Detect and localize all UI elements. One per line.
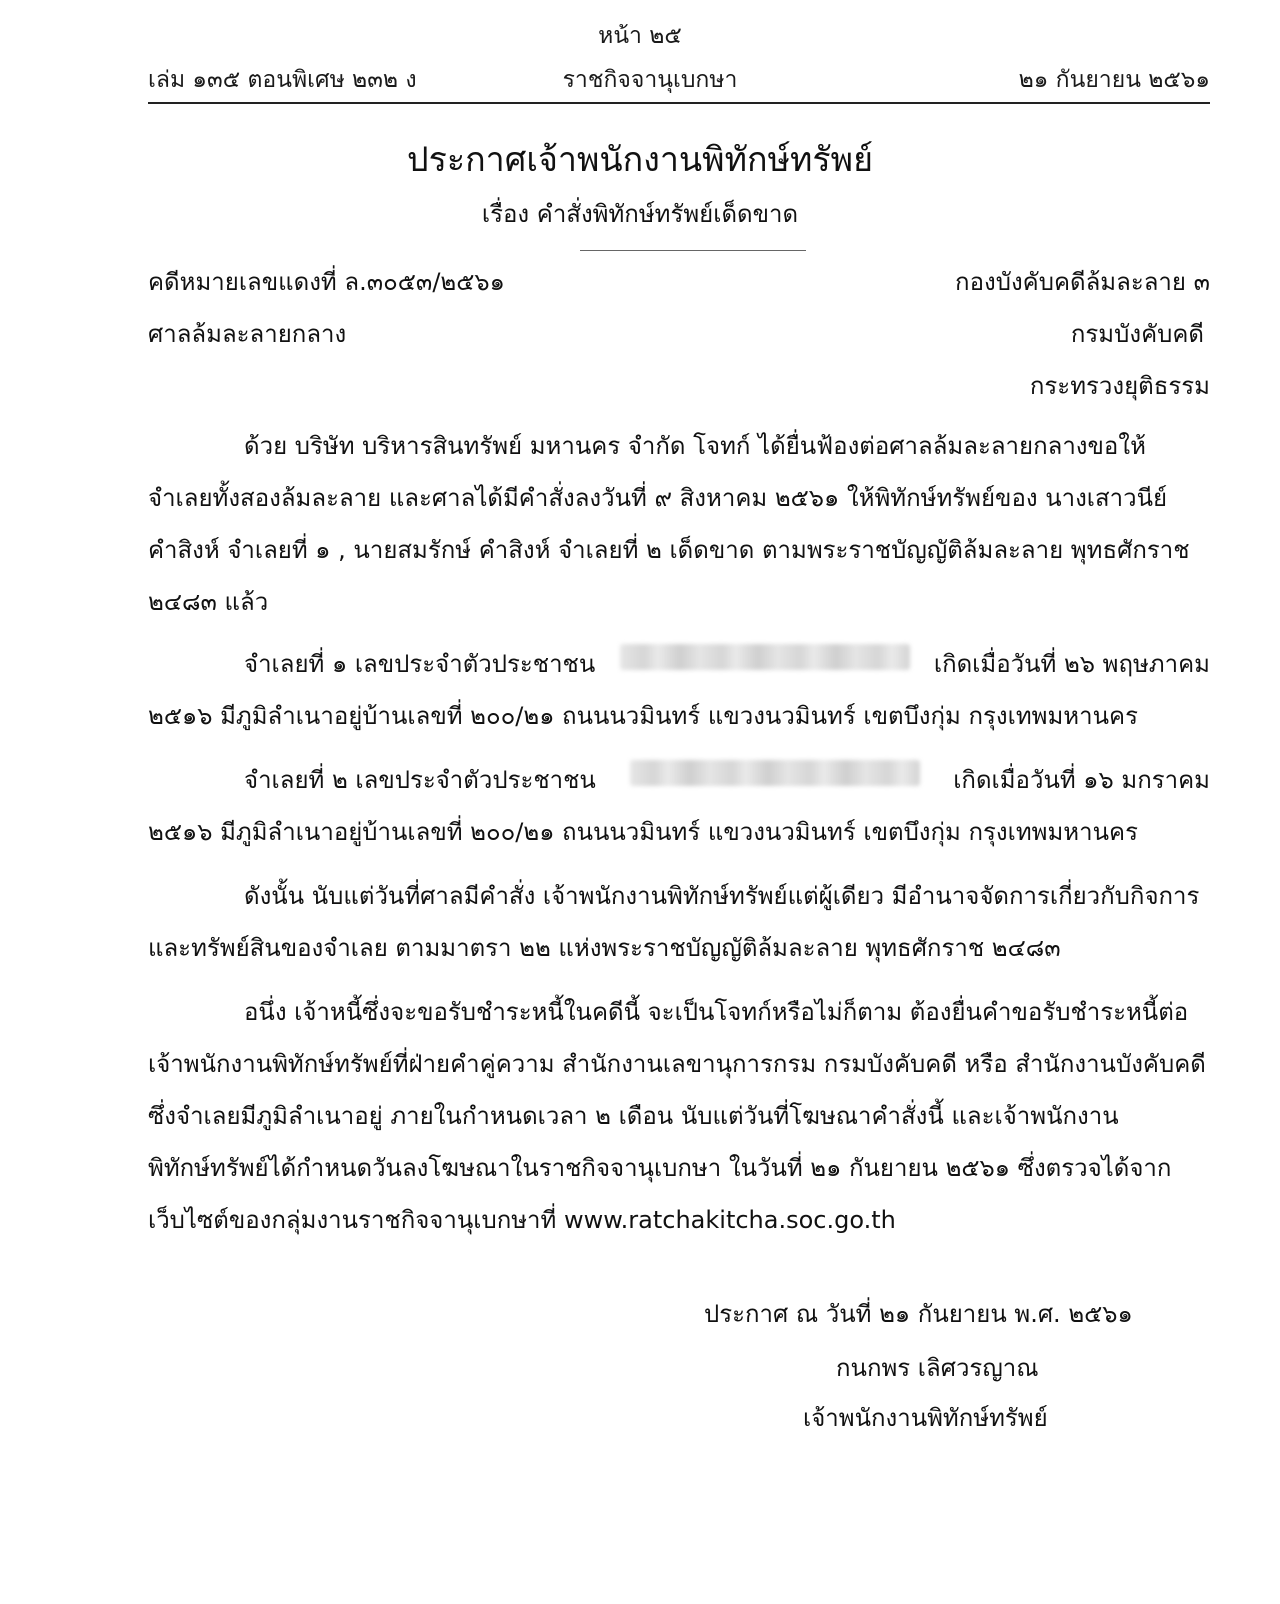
paragraph-line: พิทักษ์ทรัพย์ได้กำหนดวันลงโฆษณาในราชกิจจานุเบกษา ในวันที่ ๒๑ กันยายน ๒๕๖๑ ซึ่งตรวจได้จาก <box>148 1154 1172 1182</box>
office-name: กองบังคับคดีล้มละลาย ๓ <box>955 268 1210 296</box>
header-divider <box>148 102 1210 104</box>
header-date: ๒๑ กันยายน ๒๕๖๑ <box>1018 67 1210 93</box>
department-name: กรมบังคับคดี <box>1070 320 1204 348</box>
paragraph-line: ๒๔๘๓ แล้ว <box>148 588 269 616</box>
volume-info: เล่ม ๑๓๕ ตอนพิเศษ ๒๓๒ ง <box>148 67 417 93</box>
paragraph-line: จำเลยทั้งสองล้มละลาย และศาลได้มีคำสั่งลงวันที่ ๙ สิงหาคม ๒๕๖๑ ให้พิทักษ์ทรัพย์ของ นางเสาวนีย์ <box>148 484 1168 512</box>
case-number: คดีหมายเลขแดงที่ ล.๓๐๕๓/๒๕๖๑ <box>148 268 505 296</box>
page-number: หน้า ๒๕ <box>598 23 682 49</box>
signer-title: เจ้าพนักงานพิทักษ์ทรัพย์ <box>803 1404 1048 1432</box>
signer-name: กนกพร เลิศวรญาณ <box>836 1354 1039 1382</box>
paragraph-line: คำสิงห์ จำเลยที่ ๑ , นายสมรักษ์ คำสิงห์ จำเลยที่ ๒ เด็ดขาด ตามพระราชบัญญัติล้มละลาย พุทธศักราช <box>148 536 1190 564</box>
paragraph-line: เว็บไซต์ของกลุ่มงานราชกิจจานุเบกษาที่ www.ratchakitcha.soc.go.th <box>148 1206 896 1234</box>
court-name: ศาลล้มละลายกลาง <box>148 320 347 348</box>
announcement-date: ประกาศ ณ วันที่ ๒๑ กันยายน พ.ศ. ๒๕๖๑ <box>704 1300 1133 1328</box>
ministry-name: กระทรวงยุติธรรม <box>1029 372 1210 400</box>
paragraph-line: ซึ่งจำเลยมีภูมิลำเนาอยู่ ภายในกำหนดเวลา ๒ เดือน นับแต่วันที่โฆษณาคำสั่งนี้ และเจ้าพนักงาน <box>148 1102 1119 1130</box>
paragraph-line: อนึ่ง เจ้าหนี้ซึ่งจะขอรับชำระหนี้ในคดีนี้ จะเป็นโจทก์หรือไม่ก็ตาม ต้องยื่นคำขอรับชำระหนี้ต่อ <box>244 998 1189 1026</box>
paragraph-line: ๒๕๑๖ มีภูมิลำเนาอยู่บ้านเลขที่ ๒๐๐/๒๑ ถนนนวมินทร์ แขวงนวมินทร์ เขตบึงกุ่ม กรุงเทพมหานคร <box>148 818 1138 846</box>
paragraph-line: เจ้าพนักงานพิทักษ์ทรัพย์ที่ฝ่ายคำคู่ความ สำนักงานเลขานุการกรม กรมบังคับคดี หรือ สำนักงานบังคับคดี <box>148 1050 1206 1078</box>
paragraph-line: ๒๕๑๖ มีภูมิลำเนาอยู่บ้านเลขที่ ๒๐๐/๒๑ ถนนนวมินทร์ แขวงนวมินทร์ เขตบึงกุ่ม กรุงเทพมหานคร <box>148 702 1138 730</box>
paragraph-line <box>148 760 1210 799</box>
paragraph-line: ดังนั้น นับแต่วันที่ศาลมีคำสั่ง เจ้าพนักงานพิทักษ์ทรัพย์แต่ผู้เดียว มีอำนาจจัดการเกี่ยวกับกิจการ <box>244 882 1200 910</box>
document-title: ประกาศเจ้าพนักงานพิทักษ์ทรัพย์ <box>406 140 873 180</box>
defendant-2-birth: เกิดเมื่อวันที่ ๑๖ มกราคม <box>953 766 1210 794</box>
gazette-name: ราชกิจจานุเบกษา <box>562 67 738 93</box>
defendant-1-id-label: จำเลยที่ ๑ เลขประจำตัวประชาชน <box>244 650 596 678</box>
paragraph-line <box>148 644 1210 683</box>
redacted-id-number <box>630 760 920 786</box>
paragraph-line: ด้วย บริษัท บริหารสินทรัพย์ มหานคร จำกัด โจทก์ ได้ยื่นฟ้องต่อศาลล้มละลายกลางขอให้ <box>244 432 1146 460</box>
title-divider <box>580 250 806 251</box>
redacted-id-number <box>620 644 910 670</box>
paragraph-line: และทรัพย์สินของจำเลย ตามมาตรา ๒๒ แห่งพระราชบัญญัติล้มละลาย พุทธศักราช ๒๔๘๓ <box>148 934 1061 962</box>
defendant-1-birth: เกิดเมื่อวันที่ ๒๖ พฤษภาคม <box>933 650 1210 678</box>
document-subject: เรื่อง คำสั่งพิทักษ์ทรัพย์เด็ดขาด <box>481 200 799 228</box>
defendant-2-id-label: จำเลยที่ ๒ เลขประจำตัวประชาชน <box>244 766 596 794</box>
